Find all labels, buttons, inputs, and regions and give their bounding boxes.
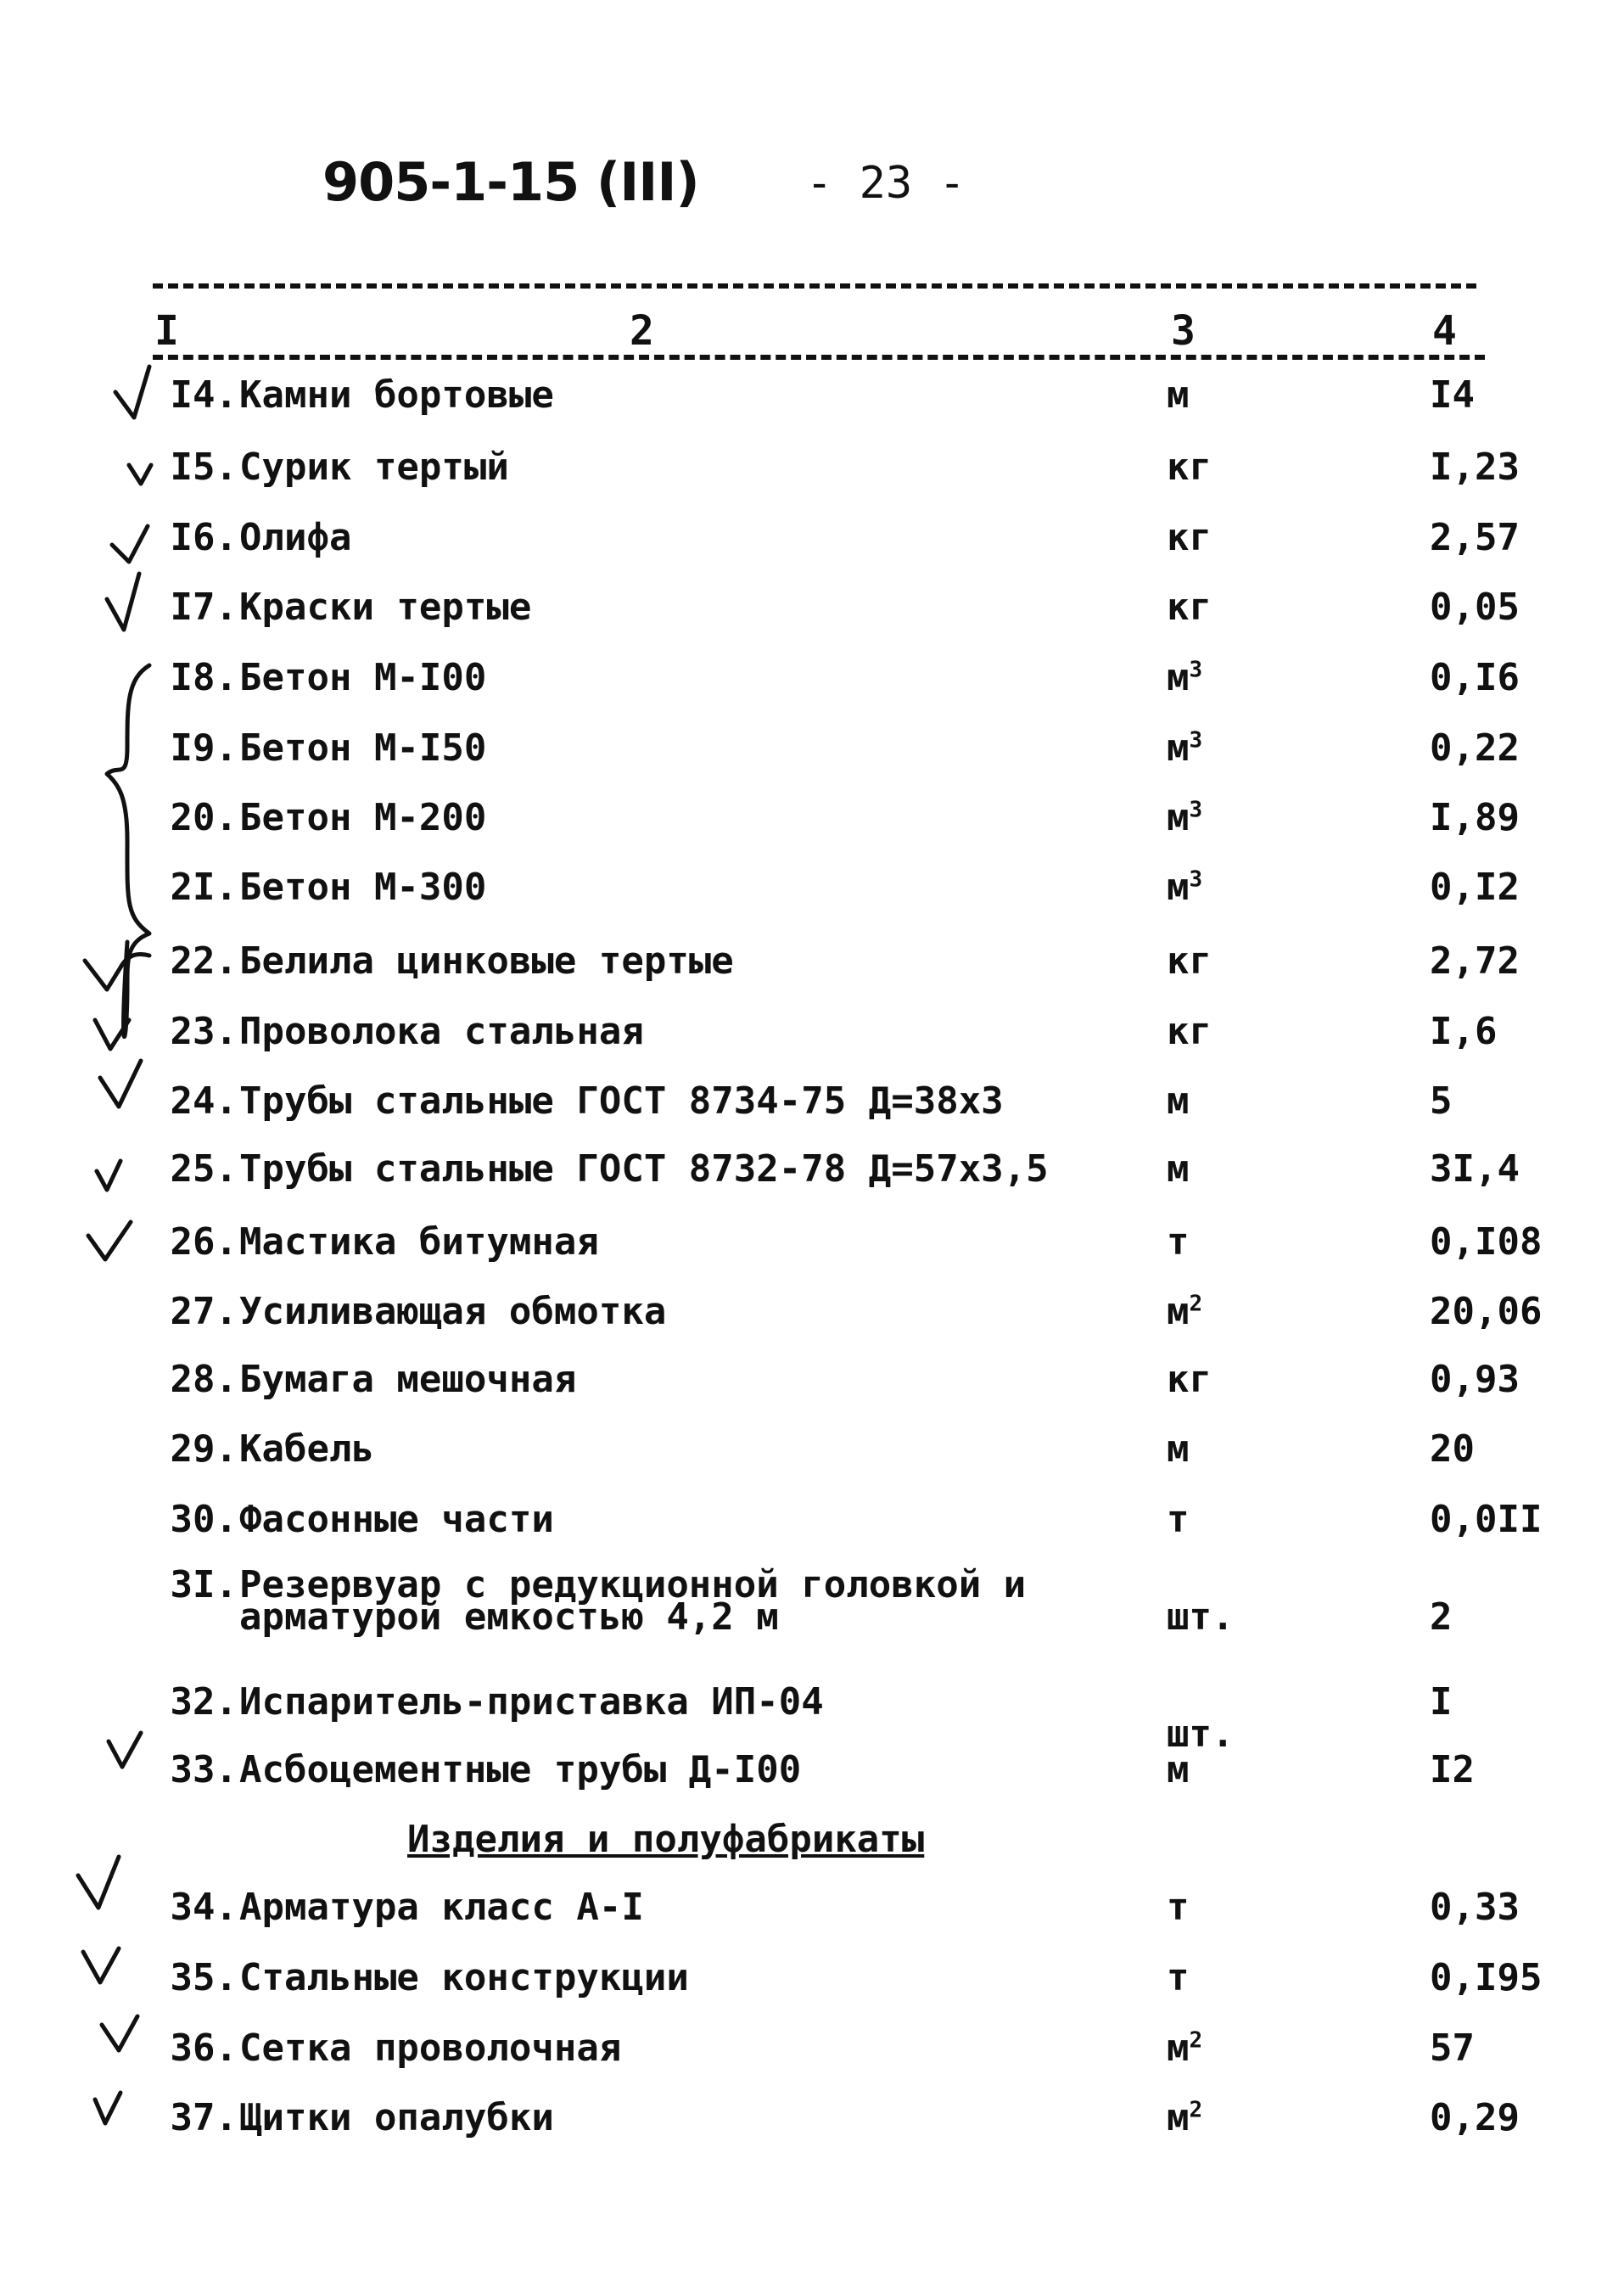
item-quantity: 0,22 — [1430, 726, 1520, 770]
unit-text: т — [1167, 1220, 1190, 1264]
item-quantity: 0,93 — [1430, 1358, 1520, 1401]
item-quantity: I — [1430, 1680, 1453, 1724]
unit-text: кг — [1167, 446, 1212, 489]
checkmark-icon — [85, 955, 149, 989]
unit-text: м — [1167, 796, 1190, 839]
item-number: 2I. — [170, 866, 238, 909]
item-quantity: 20,06 — [1430, 1290, 1543, 1333]
item-quantity: 0,I95 — [1430, 1956, 1543, 1999]
unit-text: м — [1167, 726, 1190, 770]
item-number: 33. — [170, 1748, 238, 1791]
item-name: Сетка проволочная — [239, 2027, 622, 2070]
checkmark-icon — [115, 367, 149, 418]
item-name: Краски тертые — [239, 586, 532, 629]
unit-text: кг — [1167, 516, 1212, 559]
item-number: 3I. — [170, 1563, 238, 1606]
item-name: Проволока стальная — [239, 1010, 644, 1053]
column-number-2: 2 — [630, 307, 654, 355]
document-code: 905-1-15 (III) — [322, 151, 699, 213]
item-name-continued: арматурой емкостью 4,2 м — [239, 1595, 779, 1639]
item-name: Трубы стальные ГОСТ 8732-78 Д=57х3,5 — [239, 1147, 1049, 1191]
unit-text: м — [1167, 656, 1190, 699]
unit-text: м — [1167, 2027, 1190, 2070]
item-quantity: 0,05 — [1430, 586, 1520, 629]
item-quantity: 0,29 — [1430, 2096, 1520, 2139]
unit-text: кг — [1167, 1010, 1212, 1053]
unit-text: м — [1167, 373, 1190, 417]
item-number: 26. — [170, 1220, 238, 1264]
checkmark-icon — [78, 1857, 119, 1908]
column-number-3: 3 — [1171, 307, 1196, 355]
checkmark-icon — [129, 465, 151, 484]
item-name: Фасонные части — [239, 1498, 554, 1541]
unit-text: шт. — [1167, 1713, 1235, 1756]
unit-text: м — [1167, 1427, 1190, 1471]
item-name: Испаритель-приставка ИП-04 — [239, 1680, 824, 1724]
item-quantity: 2,72 — [1430, 939, 1520, 983]
item-quantity: 0,33 — [1430, 1886, 1520, 1929]
item-name: Камни бортовые — [239, 373, 554, 417]
unit-text: т — [1167, 1886, 1190, 1929]
item-number: 37. — [170, 2096, 238, 2139]
item-name: Белила цинковые тертые — [239, 939, 734, 983]
unit-text: т — [1167, 1498, 1190, 1541]
item-name: Бетон М-300 — [239, 866, 487, 909]
unit-text: м — [1167, 2096, 1190, 2139]
unit-exponent: 3 — [1189, 727, 1203, 754]
item-quantity: I4 — [1430, 373, 1475, 417]
item-number: 27. — [170, 1290, 238, 1333]
item-quantity: 0,I2 — [1430, 866, 1520, 909]
item-name: Трубы стальные ГОСТ 8734-75 Д=38х3 — [239, 1079, 1004, 1123]
item-number: I7. — [170, 586, 238, 629]
item-name: Бетон М-I00 — [239, 656, 487, 699]
item-number: 22. — [170, 939, 238, 983]
item-quantity: 5 — [1430, 1079, 1453, 1123]
unit-text: кг — [1167, 939, 1212, 983]
item-name: Арматура класс А-I — [239, 1886, 644, 1929]
item-name: Бетон М-200 — [239, 796, 487, 839]
checkmark-icon — [88, 1222, 131, 1259]
unit-text: кг — [1167, 1358, 1212, 1401]
unit-text: м — [1167, 866, 1190, 909]
unit-text: м — [1167, 1147, 1190, 1191]
item-quantity: 0,I08 — [1430, 1220, 1543, 1264]
checkmark-icon — [95, 2093, 120, 2123]
unit-exponent: 3 — [1189, 866, 1203, 893]
item-name: Бумага мешочная — [239, 1358, 577, 1401]
item-number: 32. — [170, 1680, 238, 1724]
item-number: I6. — [170, 516, 238, 559]
item-number: 20. — [170, 796, 238, 839]
item-name: Щитки опалубки — [239, 2096, 554, 2139]
unit-text: м — [1167, 1079, 1190, 1123]
unit-exponent: 2 — [1189, 1291, 1203, 1317]
checkmark-icon — [100, 1061, 141, 1107]
unit-exponent: 3 — [1189, 657, 1203, 683]
checkmark-icon — [109, 1733, 141, 1767]
item-name: Резервуар с редукционной головкой и — [239, 1563, 1027, 1606]
section-title: Изделия и полуфабрикаты — [407, 1818, 925, 1861]
unit-text: м — [1167, 1290, 1190, 1333]
item-name: Усиливающая обмотка — [239, 1290, 667, 1333]
item-name: Бетон М-I50 — [239, 726, 487, 770]
checkmark-icon — [112, 526, 148, 562]
unit-exponent: 2 — [1189, 2027, 1203, 2054]
item-name: Сурик тертый — [239, 446, 509, 489]
item-quantity: 2 — [1430, 1595, 1453, 1639]
checkmark-icon — [83, 1948, 119, 1982]
column-number-1: I — [154, 307, 179, 355]
item-name: Стальные конструкции — [239, 1956, 689, 1999]
item-number: 36. — [170, 2027, 238, 2070]
item-quantity: 20 — [1430, 1427, 1475, 1471]
item-number: 34. — [170, 1886, 238, 1929]
item-quantity: I,89 — [1430, 796, 1520, 839]
item-name: Кабель — [239, 1427, 374, 1471]
column-number-4: 4 — [1432, 307, 1457, 355]
unit-text: кг — [1167, 586, 1212, 629]
item-quantity: I,6 — [1430, 1010, 1498, 1053]
unit-text: шт. — [1167, 1595, 1235, 1639]
item-number: 25. — [170, 1147, 238, 1191]
item-number: 35. — [170, 1956, 238, 1999]
unit-text: м — [1167, 1748, 1190, 1791]
item-quantity: 57 — [1430, 2027, 1475, 2070]
item-quantity: 0,0II — [1430, 1498, 1543, 1541]
item-number: 28. — [170, 1358, 238, 1401]
page-number: - 23 - — [806, 158, 966, 209]
item-quantity: 3I,4 — [1430, 1147, 1520, 1191]
item-number: 29. — [170, 1427, 238, 1471]
item-number: I4. — [170, 373, 238, 417]
item-name: Асбоцементные трубы Д-I00 — [239, 1748, 802, 1791]
item-name: Мастика битумная — [239, 1220, 599, 1264]
item-quantity: 2,57 — [1430, 516, 1520, 559]
unit-text: т — [1167, 1956, 1190, 1999]
item-number: 24. — [170, 1079, 238, 1123]
item-quantity: I2 — [1430, 1748, 1475, 1791]
checkmark-icon — [107, 574, 139, 630]
unit-exponent: 2 — [1189, 2097, 1203, 2123]
item-number: I9. — [170, 726, 238, 770]
item-number: 30. — [170, 1498, 238, 1541]
item-name: Олифа — [239, 516, 352, 559]
checkmark-icon — [97, 1161, 120, 1190]
item-quantity: 0,I6 — [1430, 656, 1520, 699]
checkmark-icon — [102, 2016, 137, 2050]
item-number: I5. — [170, 446, 238, 489]
unit-exponent: 3 — [1189, 797, 1203, 823]
item-number: 23. — [170, 1010, 238, 1053]
item-number: I8. — [170, 656, 238, 699]
item-quantity: I,23 — [1430, 446, 1520, 489]
